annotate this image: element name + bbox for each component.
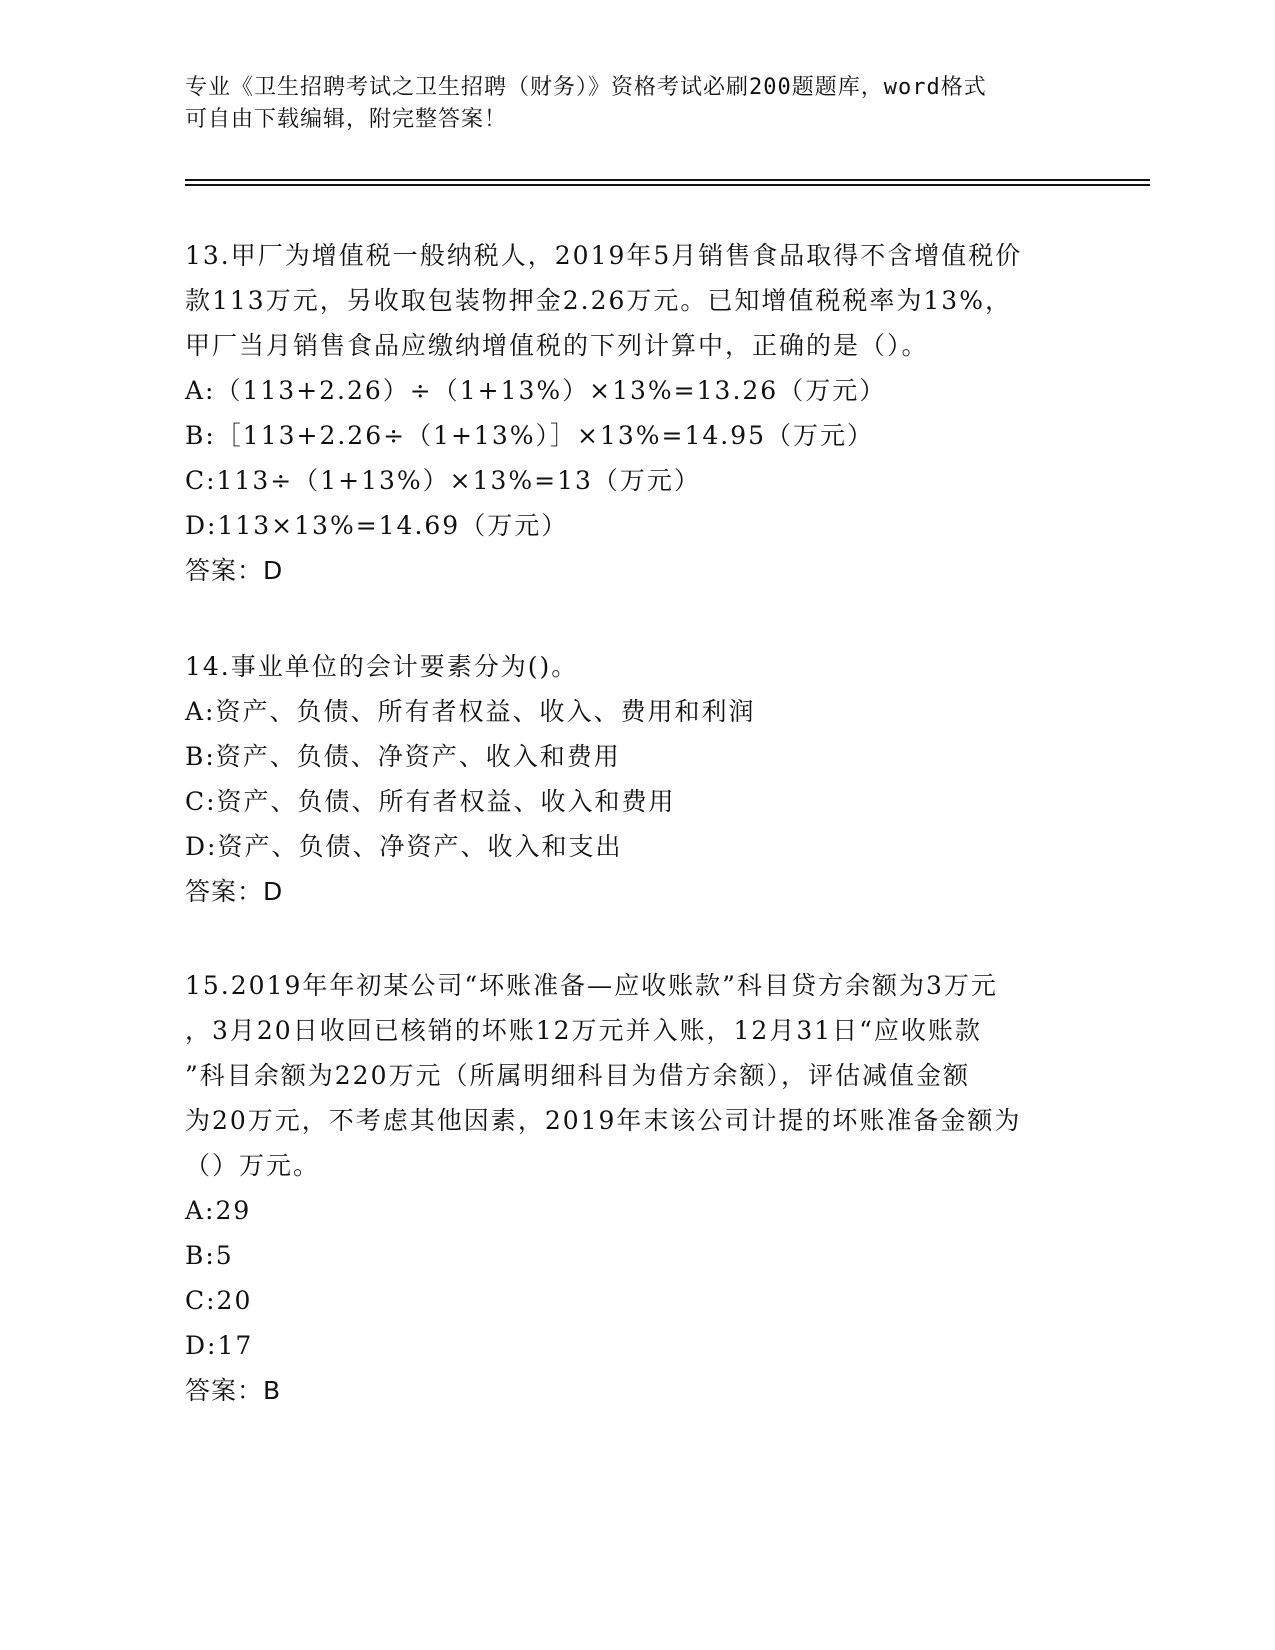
- option-c: C:资产、负债、所有者权益、收入和费用: [185, 787, 676, 816]
- option-d: D:17: [185, 1331, 254, 1360]
- option-b: B:资产、负债、净资产、收入和费用: [185, 742, 621, 771]
- header-line-1: 专业《卫生招聘考试之卫生招聘（财务）》资格考试必刷200题题库，word格式: [185, 75, 987, 100]
- question-stem-line: ，3月20日收回已核销的坏账12万元并入账，12月31日“应收账款: [185, 1016, 982, 1045]
- option-c: C:113÷（1+13%）×13%=13（万元）: [185, 466, 701, 495]
- header-divider-top: [185, 179, 1150, 181]
- question-13: [185, 233, 1125, 593]
- option-a: A:（113+2.26）÷（1+13%）×13%=13.26（万元）: [185, 376, 887, 405]
- question-stem-line: 13.甲厂为增值税一般纳税人，2019年5月销售食品取得不含增值税价: [185, 241, 1023, 270]
- question-15: [185, 963, 1125, 1413]
- question-stem-line: 14.事业单位的会计要素分为()。: [185, 652, 579, 681]
- answer-line: 答案：D: [185, 556, 284, 585]
- question-stem-line: 15.2019年年初某公司“坏账准备—应收账款”科目贷方余额为3万元: [185, 971, 998, 1000]
- question-stem-line: （）万元。: [185, 1151, 321, 1180]
- option-b: B:［113+2.26÷（1+13%）］×13%=14.95（万元）: [185, 421, 875, 450]
- option-d: D:资产、负债、净资产、收入和支出: [185, 832, 623, 861]
- option-b: B:5: [185, 1241, 234, 1270]
- question-stem-line: 款113万元，另收取包装物押金2.26万元。已知增值税税率为13%，: [185, 286, 1012, 315]
- header-line-2: 可自由下载编辑，附完整答案！: [185, 107, 508, 132]
- option-d: D:113×13%=14.69（万元）: [185, 511, 569, 540]
- question-stem-line: 甲厂当月销售食品应缴纳增值税的下列计算中，正确的是（）。: [185, 331, 929, 360]
- header-divider-bottom: [185, 184, 1150, 186]
- answer-line: 答案：D: [185, 877, 284, 906]
- document-header: [185, 72, 1085, 136]
- option-a: A:29: [185, 1196, 252, 1225]
- question-14: [185, 644, 1125, 914]
- option-a: A:资产、负债、所有者权益、收入、费用和利润: [185, 697, 756, 726]
- option-c: C:20: [185, 1286, 253, 1315]
- answer-line: 答案：B: [185, 1376, 282, 1405]
- question-stem-line: ”科目余额为220万元（所属明细科目为借方余额），评估减值金额: [185, 1061, 971, 1090]
- question-stem-line: 为20万元，不考虑其他因素，2019年末该公司计提的坏账准备金额为: [185, 1106, 1022, 1135]
